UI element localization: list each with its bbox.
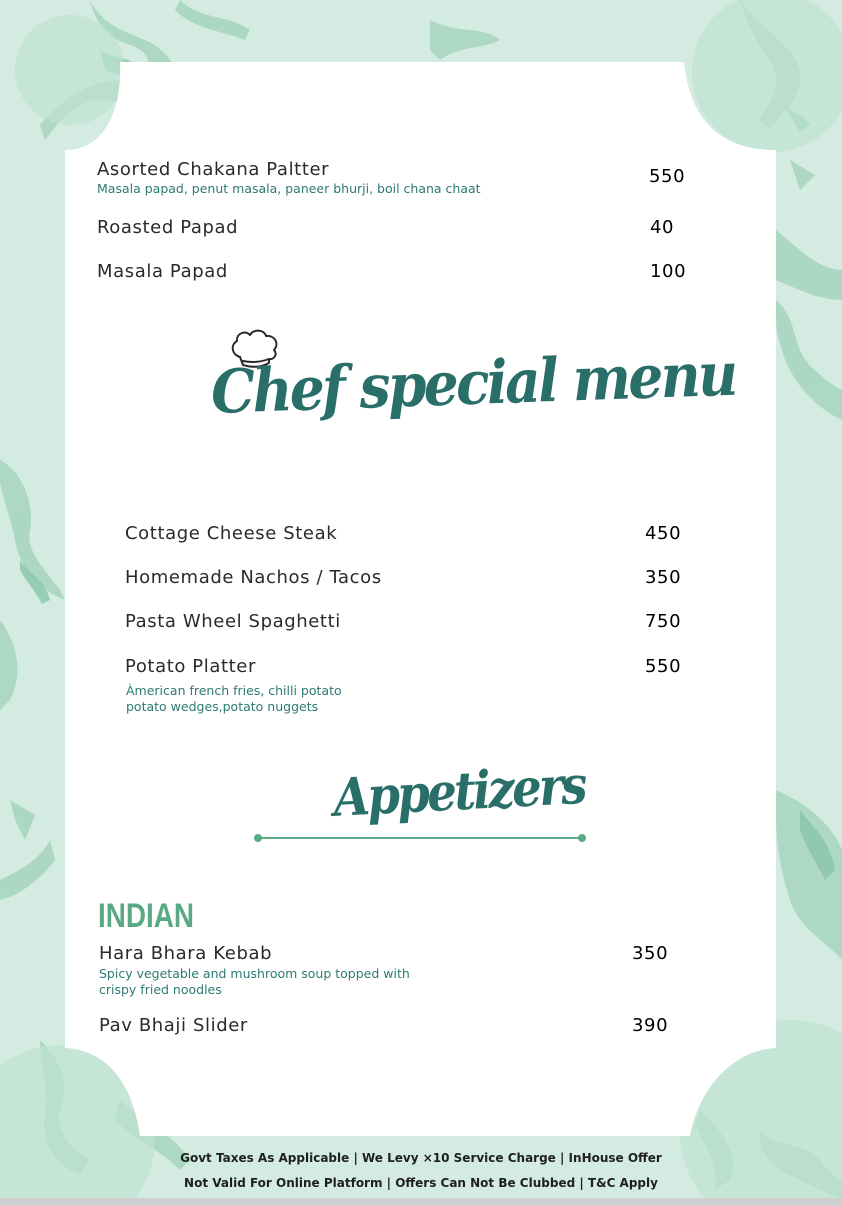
section-title-appetizers: Appetizers	[332, 754, 587, 829]
category-heading: INDIAN	[98, 897, 195, 935]
item-name: Pasta Wheel Spaghetti	[125, 611, 341, 632]
menu-item	[97, 217, 238, 238]
item-price: 100	[650, 261, 687, 282]
item-description: Spicy vegetable and mushroom soup topped with	[99, 966, 410, 981]
item-name: Cottage Cheese Steak	[125, 523, 338, 544]
menu-item	[125, 567, 382, 588]
menu-item	[97, 261, 228, 282]
item-name: Asorted Chakana Paltter	[97, 159, 330, 180]
item-price: 550	[645, 656, 682, 677]
item-price: 550	[649, 166, 686, 187]
item-price: 40	[650, 217, 675, 238]
item-price: 350	[645, 567, 682, 588]
footer-line-1: Govt Taxes As Applicable | We Levy ×10 Service Charge | InHouse Offer	[180, 1151, 662, 1165]
section-title-chef-special: Chef special menu	[210, 339, 737, 428]
menu-item	[125, 523, 337, 544]
item-description: potato wedges,potato nuggets	[126, 699, 319, 714]
title-divider	[252, 832, 592, 844]
item-name: Masala Papad	[97, 261, 228, 282]
menu-item	[125, 656, 342, 715]
item-price: 350	[632, 943, 669, 964]
menu-item	[125, 611, 341, 632]
item-description: Masala papad, penut masala, paneer bhurji, boil chana chaat	[97, 181, 481, 196]
item-name: Roasted Papad	[97, 217, 239, 238]
menu-item	[99, 943, 410, 998]
menu-item	[97, 159, 481, 197]
footer-line-2: Not Valid For Online Platform | Offers Can Not Be Clubbed | T&C Apply	[184, 1176, 658, 1190]
bottom-strip	[0, 1198, 842, 1206]
item-description: crispy fried noodles	[99, 982, 222, 997]
item-price: 390	[632, 1015, 669, 1036]
item-name: Hara Bhara Kebab	[99, 943, 273, 964]
item-name: Homemade Nachos / Tacos	[125, 567, 382, 588]
item-price: 450	[645, 523, 682, 544]
item-name: Pav Bhaji Slider	[99, 1015, 248, 1036]
item-price: 750	[645, 611, 682, 632]
item-description: Àmerican french fries, chilli potato	[126, 683, 342, 698]
item-name: Potato Platter	[125, 656, 256, 677]
menu-item	[99, 1015, 248, 1036]
